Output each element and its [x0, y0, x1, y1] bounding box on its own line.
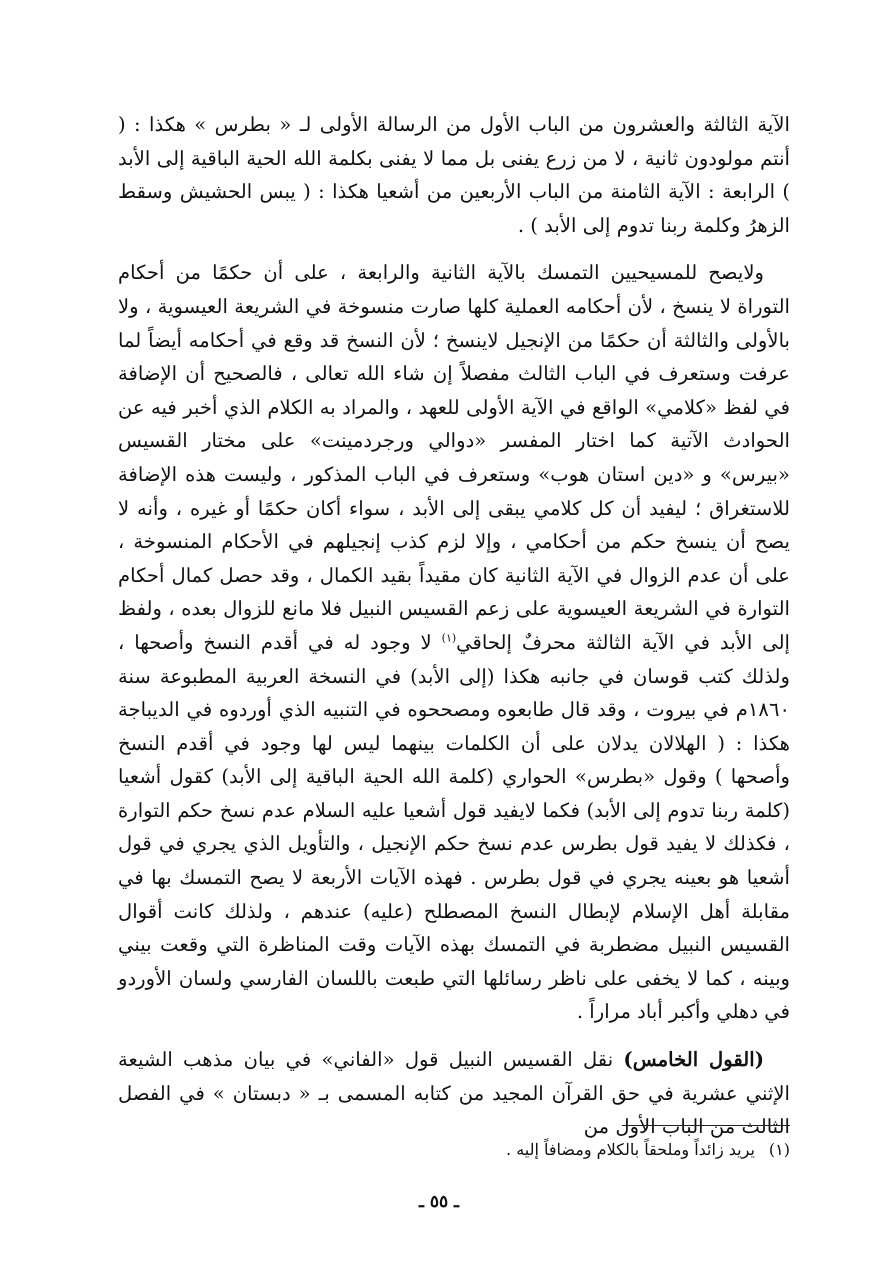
paragraph-1-text: الآية الثالثة والعشرون من الباب الأول من الرسالة الأولى لـ « بطرس » هكذا : ( أنتم مولودون ثانية ، لا من زرع يفنى بل مما لا يفنى بكلمة الله الحية الباقية إلى الأبد ) الرابعة : الآية الثامنة من الباب الأربعين من أشعيا هكذا : ( يبس الحشيش وسقط الزهرُ وكلمة ربنا تدوم إلى الأبد ) . [118, 113, 790, 237]
footnote-number: (١) [768, 1140, 790, 1159]
paragraph-3-text: نقل القسيس النبيل قول «الفاني» في بيان مذهب الشيعة الإثني عشرية في حق القرآن المجيد من كتابه المسمى بـ « دبستان » في الفصل الثالث من الباب الأول من [118, 1048, 790, 1139]
main-text [118, 108, 790, 1144]
section-heading-inline: (القول الخامس) [623, 1048, 764, 1072]
paragraph-3 [118, 1043, 790, 1144]
paragraph-2-text-a: ولايصح للمسيحيين التمسك بالآية الثانية والرابعة ، على أن حكمًا من أحكام التوراة لا ينسخ ، لأن أحكامه العملية كلها صارت منسوخة في الشريعة العيسوية ، ولا بالأولى والثالثة أن حكمًا من الإنجيل لاينسخ ؛ لأن النسخ قد وقع في أحكامه أيضاً لما عرفت وستعرف في الباب الثالث مفصلاً إن شاء الله تعالى ، فالصحيح أن الإضافة في لفظ «كلامي» الواقع في الآية الأولى للعهد ، والمراد به الكلام الذي أخبر فيه عن الحوادث الآتية كما اختار المفسر «دوالي ورجردمينت» على مختار القسيس «بيرس» و «دين استان هوب» وستعرف في الباب المذكور ، وليست هذه الإضافة للاستغراق ؛ ليفيد أن كل كلامي يبقى إلى الأبد ، سواء أكان حكمًا أو غيره ، وأنه لا يصح أن ينسخ حكم من أحكامي ، وإلا لزم كذب إنجيلهم في الأحكام المنسوخة ، على أن عدم الزوال في الآية الثانية كان مقيداً بقيد الكمال ، وقد حصل كمال أحكام التوارة في الشريعة العيسوية على زعم القسيس النبيل فلا مانع للزوال بعده ، ولفظ إلى الأبد في الآية الثالثة محرفٌ إلحاقي [118, 261, 790, 654]
paragraph-1 [118, 108, 790, 242]
footnote-reference: (١) [441, 631, 457, 645]
paragraph-2 [118, 256, 790, 1029]
footnote-text: يريد زائداً وملحقاً بالكلام ومضافاً إليه . [506, 1140, 755, 1159]
footnote-separator [622, 1125, 790, 1126]
page-number: ـ ٥٥ ـ [418, 1192, 460, 1212]
footnote [118, 1138, 790, 1162]
paragraph-2-text-b: لا وجود له في أقدم النسخ وأصحها ، ولذلك كتب قوسان في جانبه هكذا (إلى الأبد) في النسخة العربية المطبوعة سنة ١٨٦٠م في بيروت ، وقد قال طابعوه ومصححوه في التنبيه الذي أوردوه في الديباجة هكذا : ( الهلالان يدلان على أن الكلمات بينهما ليس لها وجود في أقدم النسخ وأصحها ) وقول «بطرس» الحواري (كلمة الله الحية الباقية إلى الأبد) كقول أشعيا (كلمة ربنا تدوم إلى الأبد) فكما لايفيد قول أشعيا عليه السلام عدم نسخ حكم التوارة ، فكذلك لا يفيد قول بطرس عدم نسخ حكم الإنجيل ، والتأويل الذي يجري في قول أشعيا هو بعينه يجري في قول بطرس . فهذه الآيات الأربعة لا يصح التمسك بها في مقابلة أهل الإسلام لإبطال النسخ المصطلح (عليه) عندهم ، ولذلك كانت أقوال القسيس النبيل مضطربة في التمسك بهذه الآيات وقت المناظرة التي وقعت بيني وبينه ، كما لا يخفى على ناظر رسائلها التي طبعت باللسان الفارسي ولسان الأوردو في دهلي وأكبر أباد مراراً . [118, 630, 790, 1024]
